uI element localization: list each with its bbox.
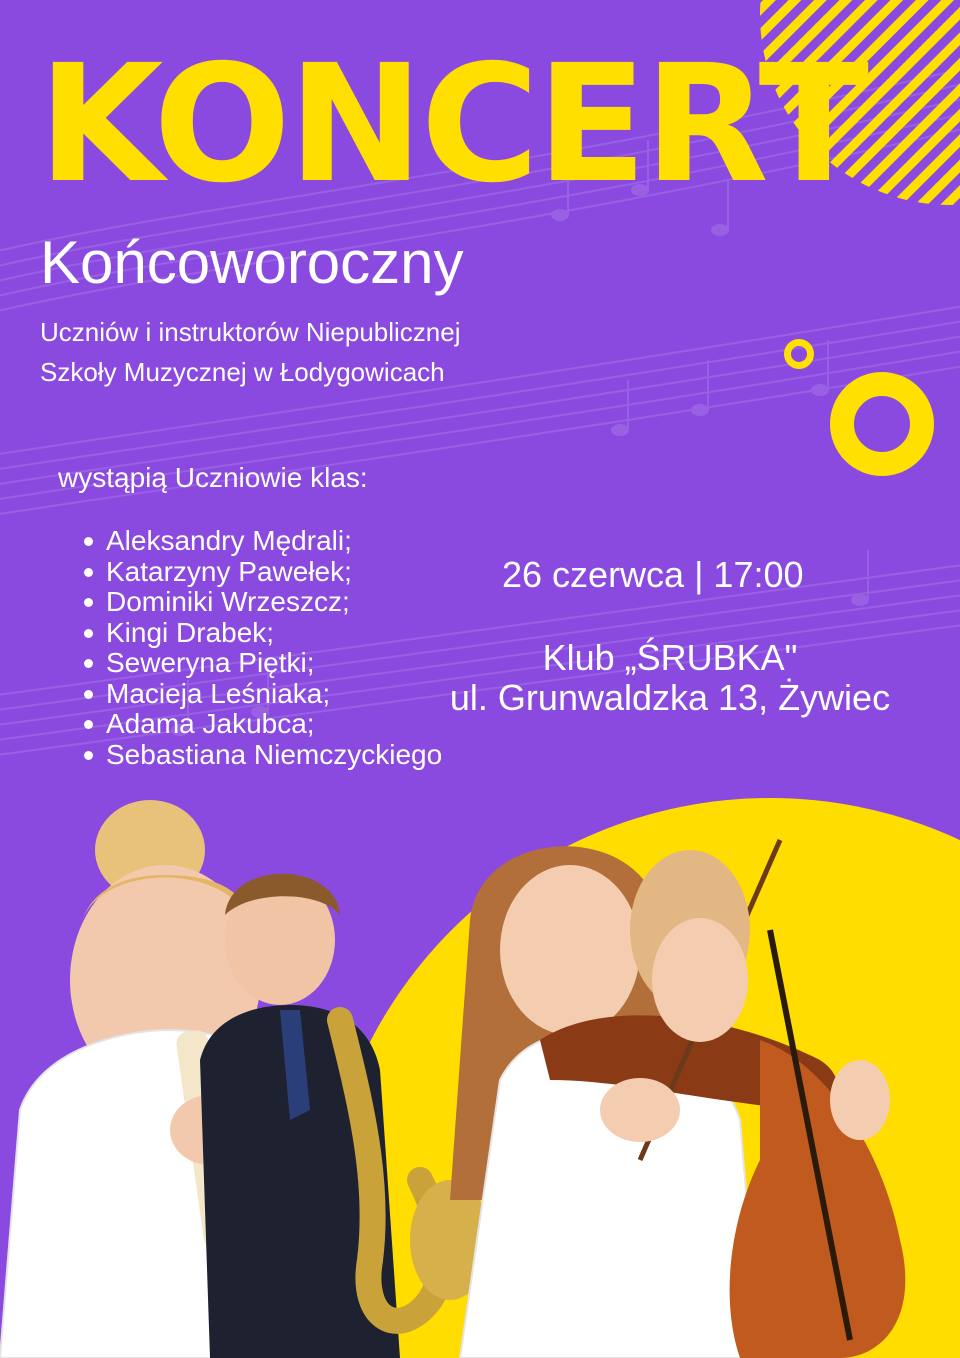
list-item: Katarzyny Pawełek; (78, 557, 442, 588)
event-date-time: 26 czerwca | 17:00 (502, 554, 804, 595)
performers-list (78, 526, 442, 770)
organizer-line: Uczniów i instruktorów Niepublicznej (40, 317, 461, 347)
ring-icon-large (830, 372, 934, 476)
venue-name: Klub „ŚRUBKA" (542, 637, 798, 678)
children-playing-instruments (0, 780, 960, 1358)
list-item: Macieja Leśniaka; (78, 679, 442, 710)
list-item: Dominiki Wrzeszcz; (78, 587, 442, 618)
list-item: Aleksandry Mędrali; (78, 526, 442, 557)
organizer-line: Szkoły Muzycznej w Łodygowicach (40, 357, 445, 387)
list-item: Sebastiana Niemczyckiego (78, 740, 442, 771)
poster-title: KONCERT (38, 31, 867, 219)
organizer-text (40, 312, 600, 392)
performers-intro: wystąpią Uczniowie klas: (58, 462, 368, 493)
poster-subtitle: Końcoworoczny (40, 229, 464, 296)
list-item: Seweryna Piętki; (78, 648, 442, 679)
ring-icon-small (784, 339, 814, 369)
venue-address: ul. Grunwaldzka 13, Żywiec (449, 677, 891, 718)
list-item: Kingi Drabek; (78, 618, 442, 649)
list-item: Adama Jakubca; (78, 709, 442, 740)
